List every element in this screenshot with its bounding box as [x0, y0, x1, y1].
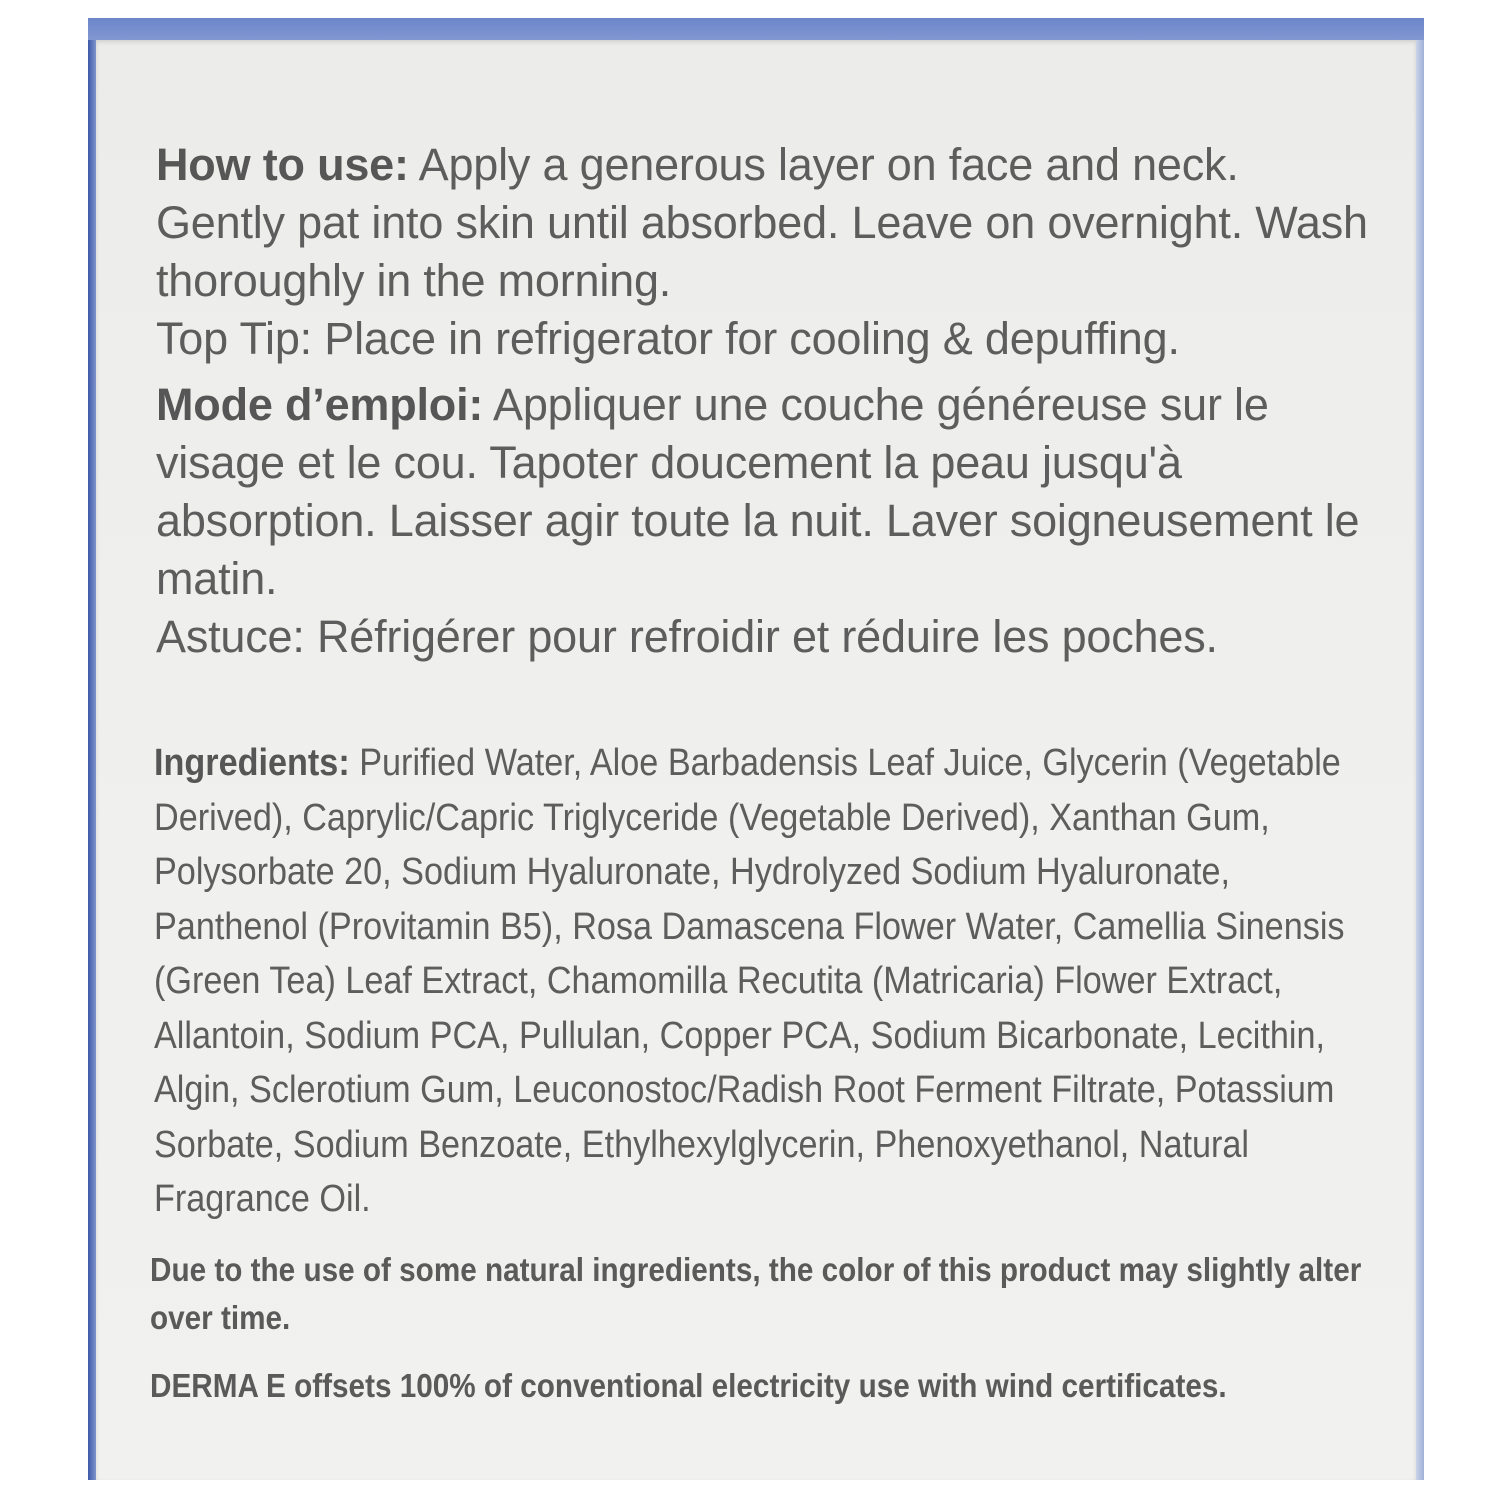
mode-emploi-section: [156, 376, 1376, 666]
color-note: Due to the use of some natural ingredients, the color of this product may slightly alter over time.: [150, 1251, 1362, 1336]
ingredients-label: Ingredients:: [154, 742, 350, 784]
ingredients-text: Purified Water, Aloe Barbadensis Leaf Juice, Glycerin (Vegetable Derived), Caprylic/Capric Triglyceride (Vegetable Derived), Xanthan Gum, Polysorbate 20, Sodium Hyaluronate, Hydrolyzed Sodium Hyaluronate, Panthenol (Provitamin B5), Rosa Damascena Flower Water, Camellia Sinensis (Green Tea) Leaf Extract, Chamomilla Recutita (Matricaria) Flower Extract, Allantoin, Sodium PCA, Pullulan, Copper PCA, Sodium Bicarbonate, Lecithin, Algin, Sclerotium Gum, Leuconostoc/Radish Root Ferment Filtrate, Potassium Sorbate, Sodium Benzoate, Ethylhexylglycerin, Phenoxyethanol, Natural Fragrance Oil.: [154, 742, 1345, 1220]
how-to-use-section: [156, 136, 1376, 368]
astuce-text: Astuce: Réfrigérer pour refroidir et réduire les poches.: [156, 611, 1218, 662]
how-to-use-label: How to use:: [156, 139, 409, 190]
how-to-use-text: Apply a generous layer on face and neck. Gently pat into skin until absorbed. Leave on overnight. Wash thoroughly in the morning.: [156, 139, 1368, 306]
mode-emploi-text: Appliquer une couche généreuse sur le visage et le cou. Tapoter doucement la peau jusqu'à absorption. Laisser agir toute la nuit. Laver soigneusement le matin.: [156, 379, 1360, 604]
offset-note: DERMA E offsets 100% of conventional electricity use with wind certificates.: [150, 1367, 1227, 1404]
ingredients-section: [154, 736, 1378, 1227]
mode-emploi-label: Mode d’emploi:: [156, 379, 484, 430]
top-tip-text: Top Tip: Place in refrigerator for cooling & depuffing.: [156, 313, 1180, 364]
